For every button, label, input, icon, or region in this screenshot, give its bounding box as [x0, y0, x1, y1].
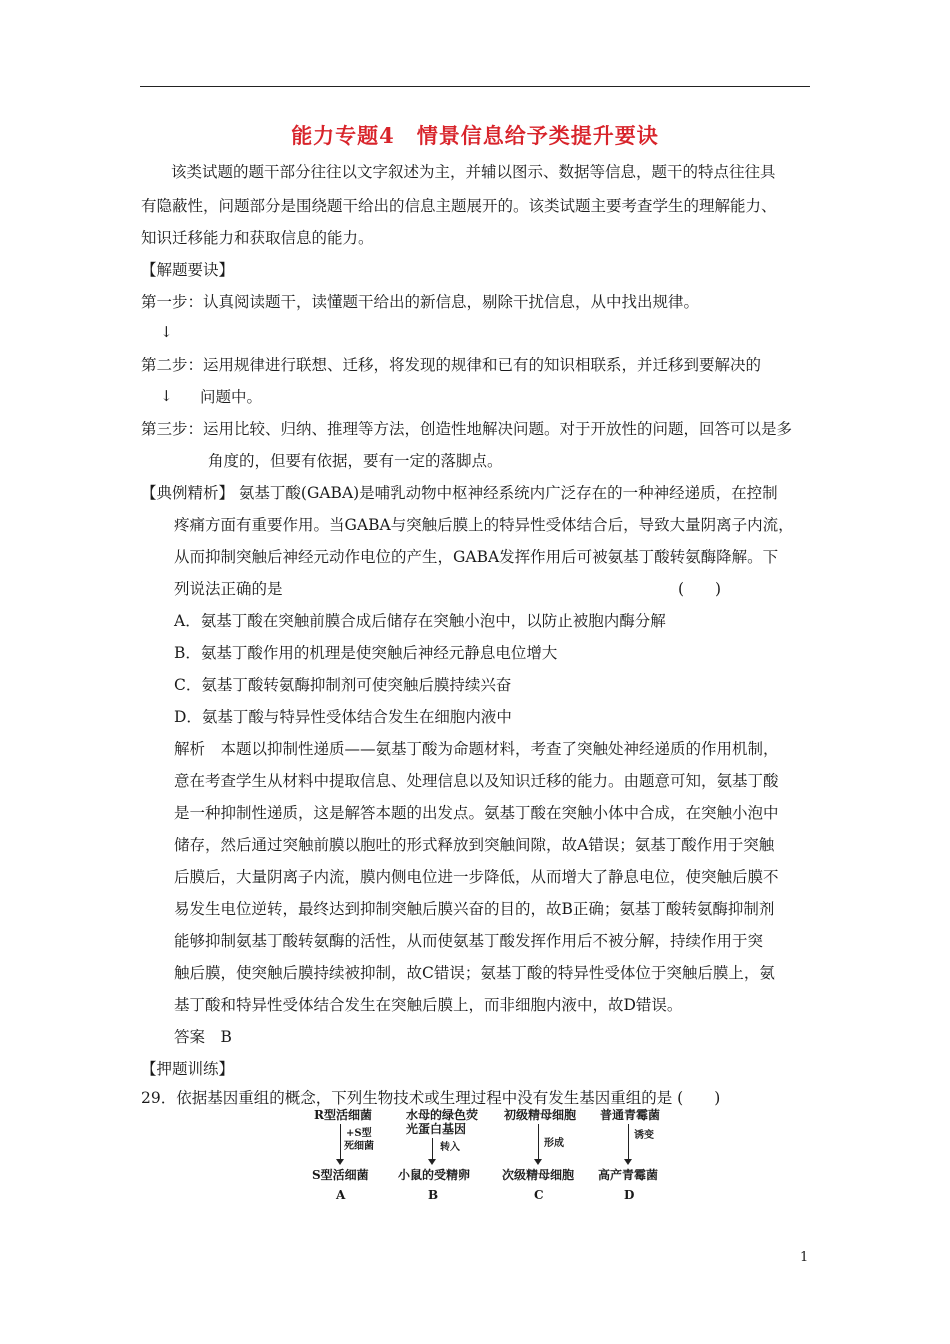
arrow-head-icon: [624, 1159, 632, 1165]
intro-line-3: 知识迁移能力和获取信息的能力。: [141, 229, 374, 247]
analysis-line: 基丁酸和特异性受体结合发生在突触后膜上，而非细胞内液中，故D错误。: [174, 996, 683, 1014]
example-line-4: 列说法正确的是: [174, 580, 283, 598]
question-29: 29．依据基因重组的概念，下列生物技术或生理过程中没有发生基因重组的是 ( ): [141, 1089, 721, 1107]
analysis-line: 解析 本题以抑制性递质——氨基丁酸为命题材料，考查了突触处神经递质的作用机制，: [174, 740, 779, 758]
diagram-a-top: R型活细菌: [314, 1108, 372, 1122]
analysis-line: 储存，然后通过突触前膜以胞吐的形式释放到突触间隙，故A错误；氨基丁酸作用于突触: [174, 836, 775, 854]
option-d: D．氨基丁酸与特异性受体结合发生在细胞内液中: [174, 708, 512, 726]
intro-line-1: 该类试题的题干部分往往以文字叙述为主，并辅以图示、数据等信息，题干的特点往往具: [171, 163, 776, 181]
step-2-line-1: 第二步：运用规律进行联想、迁移，将发现的规律和已有的知识相联系，并迁移到要解决的: [141, 356, 762, 374]
analysis-line: 触后膜，使突触后膜持续被抑制，故C错误；氨基丁酸的特异性受体位于突触后膜上，氨: [174, 964, 775, 982]
gene-recombination-diagram: [300, 1108, 680, 1208]
step-1: 第一步：认真阅读题干，读懂题干给出的新信息，剔除干扰信息，从中找出规律。: [141, 293, 700, 311]
step-3-line-1: 第三步：运用比较、归纳、推理等方法，创造性地解决问题。对于开放性的问题，回答可以是多: [141, 420, 793, 438]
diagram-b-top-2: 光蛋白基因: [406, 1122, 467, 1136]
diagram-c-arrow: [538, 1124, 539, 1160]
analysis-line: 能够抑制氨基丁酸转氨酶的活性，从而使氨基丁酸发挥作用后不被分解，持续作用于突: [174, 932, 764, 950]
down-arrow-icon: ↓: [160, 323, 173, 341]
section-heading-tips: 【解题要诀】: [141, 261, 235, 279]
diagram-a-bottom: S型活细菌: [312, 1168, 369, 1182]
diagram-b-arrow: [432, 1138, 433, 1160]
diagram-a-label-2: 死细菌: [344, 1141, 374, 1152]
diagram-b-bottom: 小鼠的受精卵: [398, 1168, 471, 1182]
down-arrow-icon: ↓: [160, 387, 173, 405]
section-heading-practice: 【押题训练】: [141, 1060, 235, 1078]
page-number: 1: [800, 1250, 809, 1265]
example-line-2: 疼痛方面有重要作用。当GABA与突触后膜上的特异性受体结合后，导致大量阴离子内流，: [174, 516, 794, 534]
diagram-b-label: 转入: [440, 1142, 460, 1153]
diagram-d-arrow: [628, 1124, 629, 1160]
page-title: 能力专题4 情景信息给予类提升要诀: [291, 123, 659, 148]
option-b: B．氨基丁酸作用的机理是使突触后神经元静息电位增大: [174, 644, 558, 662]
answer-line: 答案 B: [174, 1028, 232, 1046]
analysis-line: 意在考查学生从材料中提取信息、处理信息以及知识迁移的能力。由题意可知，氨基丁酸: [174, 772, 779, 790]
diagram-c-top: 初级精母细胞: [504, 1108, 577, 1122]
step-3-line-2: 角度的，但要有依据，要有一定的落脚点。: [208, 452, 503, 470]
diagram-d-top: 普通青霉菌: [600, 1108, 661, 1122]
analysis-line: 后膜后，大量阴离子内流，膜内侧电位进一步降低，从而增大了静息电位，使突触后膜不: [174, 868, 779, 886]
arrow-head-icon: [534, 1159, 542, 1165]
option-a: A．氨基丁酸在突触前膜合成后储存在突触小泡中，以防止被胞内酶分解: [174, 612, 666, 630]
analysis-line: 易发生电位逆转，最终达到抑制突触后膜兴奋的目的，故B正确；氨基丁酸转氨酶抑制剂: [174, 900, 775, 918]
step-2-line-2: 问题中。: [200, 388, 263, 406]
diagram-b-letter: B: [428, 1188, 439, 1202]
diagram-d-label: 诱变: [634, 1130, 654, 1141]
diagram-d-letter: D: [624, 1188, 635, 1202]
answer-bracket: ( ): [678, 580, 722, 598]
diagram-a-arrow: [340, 1124, 341, 1160]
example-line-3: 从而抑制突触后神经元动作电位的产生，GABA发挥作用后可被氨基丁酸转氨酶降解。下: [174, 548, 779, 566]
diagram-a-label-1: +S型: [346, 1128, 372, 1139]
diagram-c-bottom: 次级精母细胞: [502, 1168, 575, 1182]
diagram-a-letter: A: [336, 1188, 346, 1202]
option-c: C．氨基丁酸转氨酶抑制剂可使突触后膜持续兴奋: [174, 676, 512, 694]
header-rule: [140, 86, 810, 87]
diagram-d-bottom: 高产青霉菌: [598, 1168, 659, 1182]
diagram-b-top-1: 水母的绿色荧: [406, 1108, 479, 1122]
diagram-c-letter: C: [534, 1188, 544, 1202]
analysis-line: 是一种抑制性递质，这是解答本题的出发点。氨基丁酸在突触小体中合成，在突触小泡中: [174, 804, 779, 822]
intro-line-2: 有隐蔽性，问题部分是围绕题干给出的信息主题展开的。该类试题主要考查学生的理解能力、: [141, 197, 777, 215]
diagram-c-label: 形成: [544, 1138, 564, 1149]
arrow-head-icon: [336, 1159, 344, 1165]
example-line-1: 【典例精析】 氨基丁酸(GABA)是哺乳动物中枢神经系统内广泛存在的一种神经递质，在控制: [141, 484, 778, 502]
arrow-head-icon: [428, 1159, 436, 1165]
